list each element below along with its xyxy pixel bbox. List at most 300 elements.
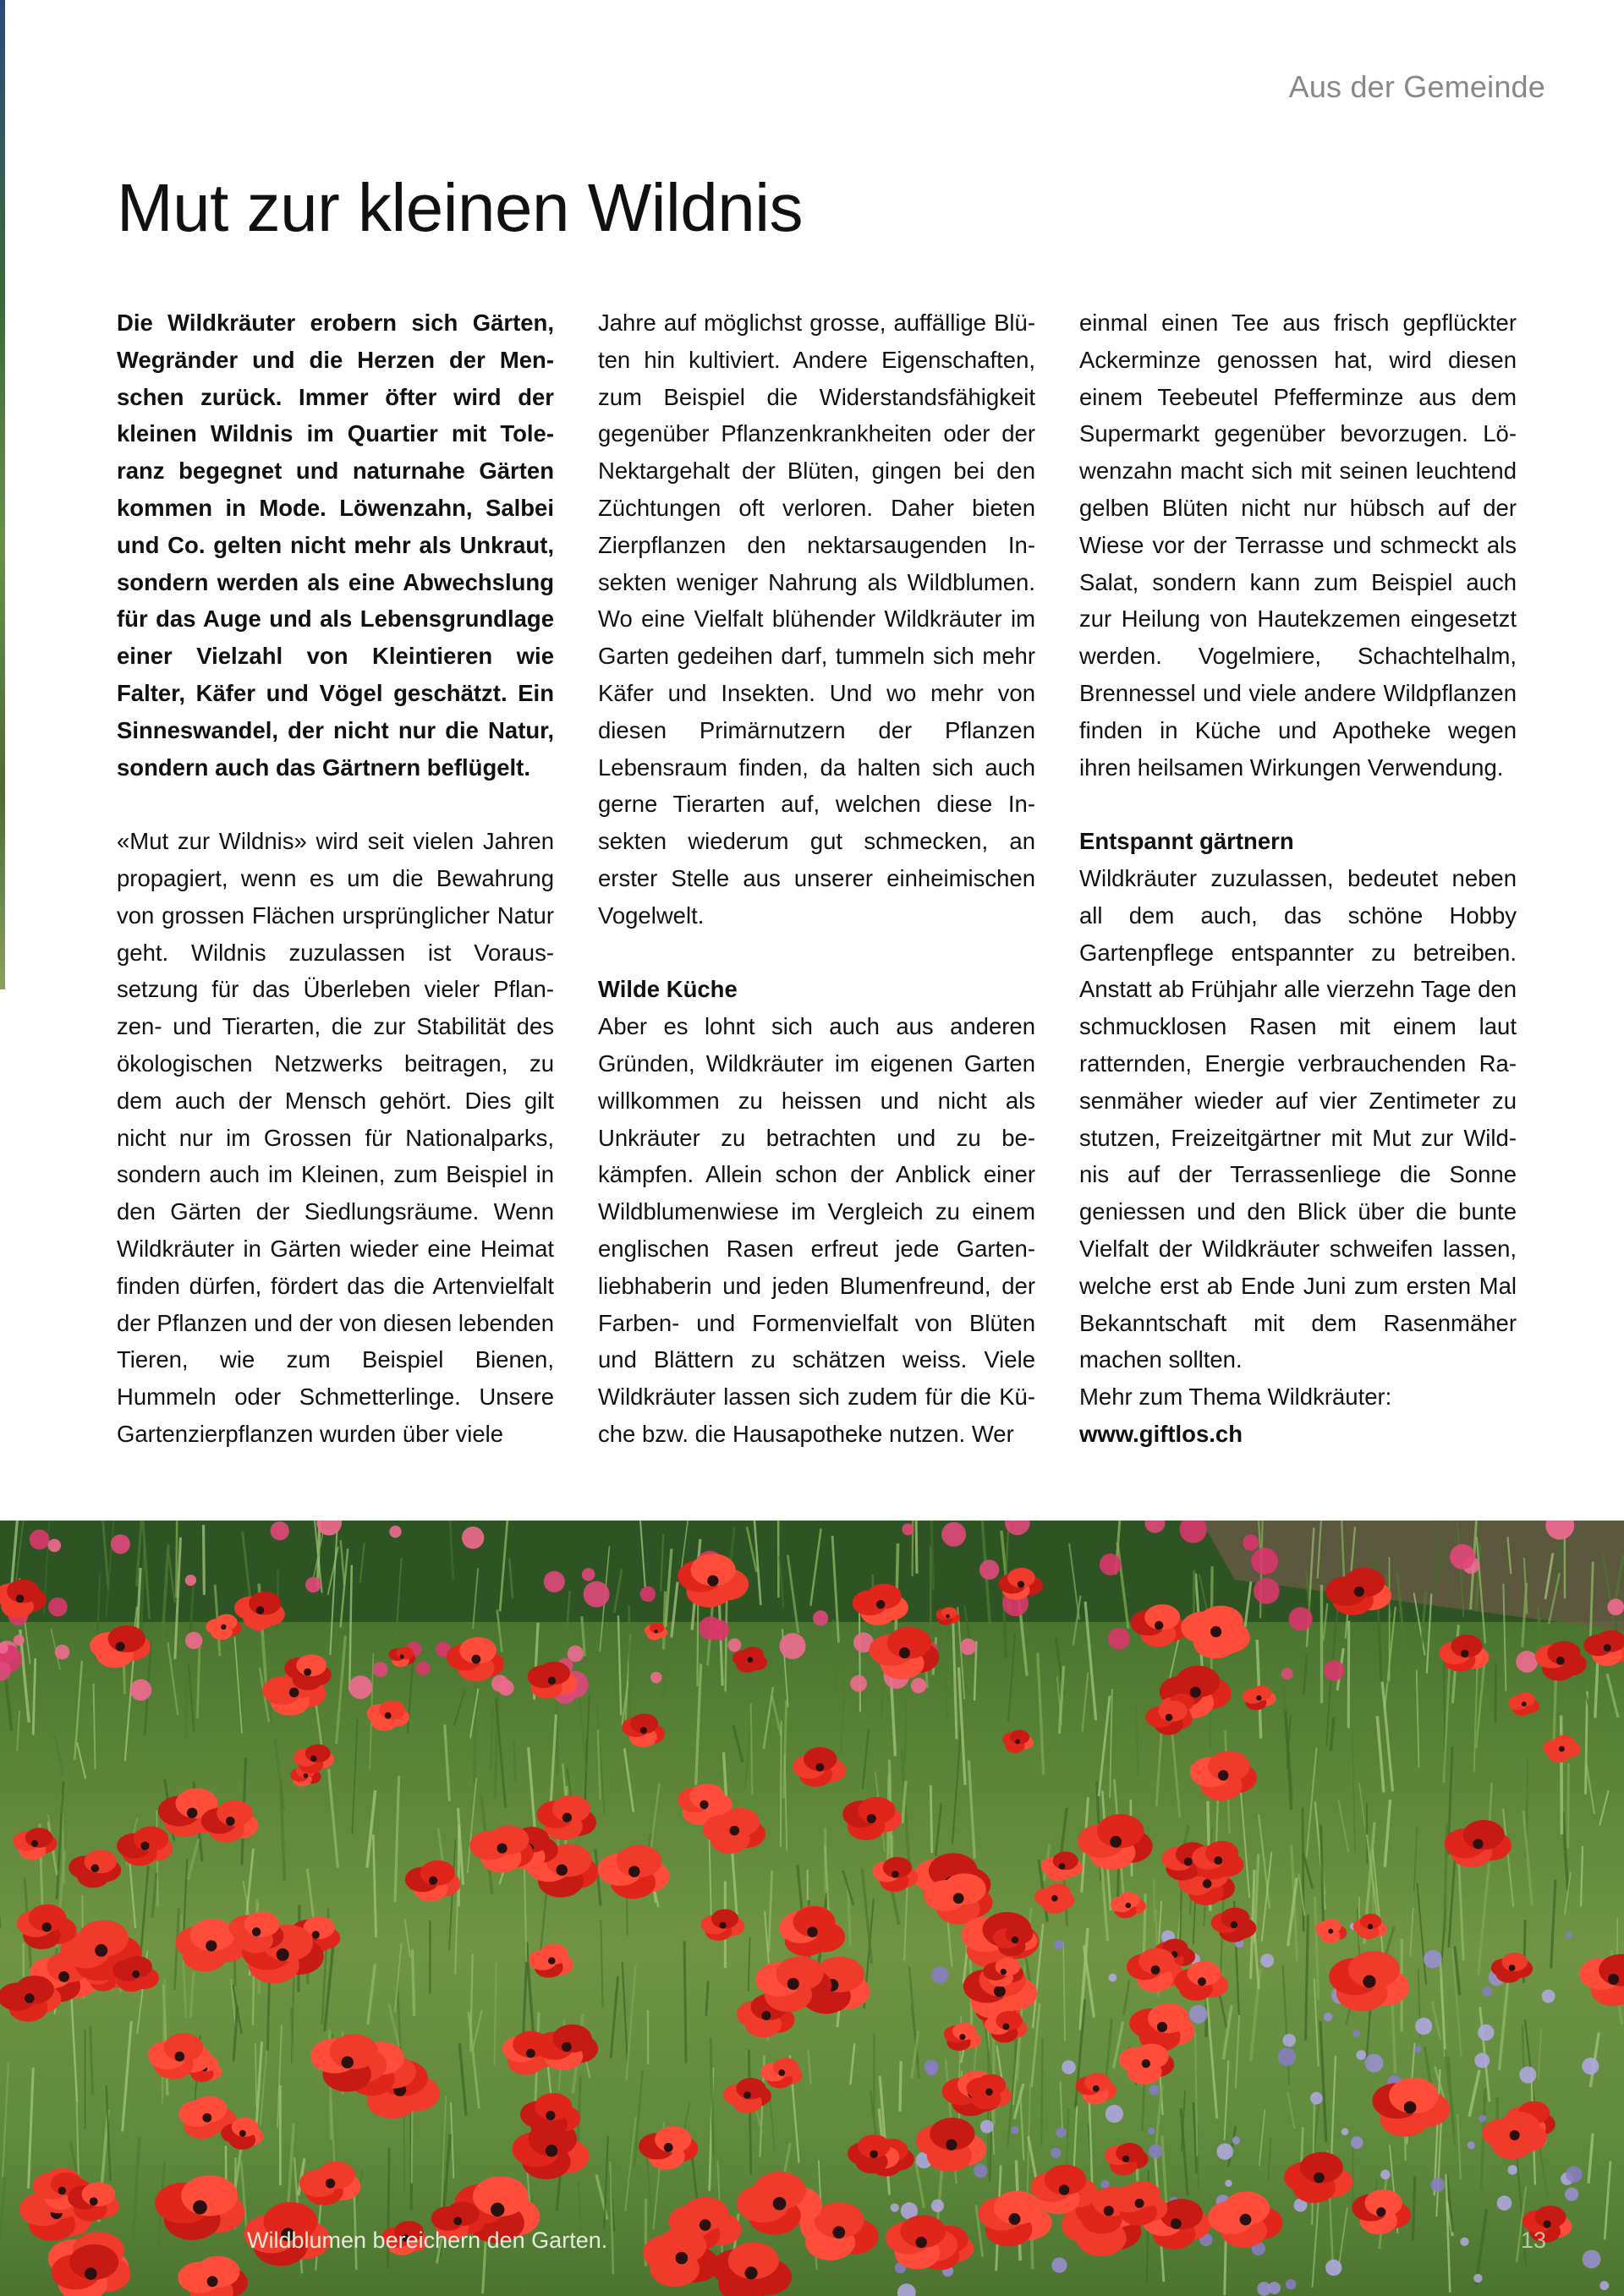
grass-blade — [1551, 1880, 1555, 1969]
borage-flower — [1062, 2060, 1076, 2074]
borage-flower — [1109, 1974, 1117, 1982]
grass-blade — [781, 1721, 782, 1847]
pink-flower — [48, 1539, 61, 1552]
grass-blade — [624, 1748, 634, 1811]
borage-flower — [1542, 1990, 1555, 2003]
pink-flower — [650, 1672, 662, 1684]
poppy-flower — [1543, 1735, 1580, 1762]
grass-blade — [769, 1871, 772, 1953]
pink-flower — [850, 1675, 867, 1692]
poppy-flower — [447, 1637, 504, 1682]
grass-blade — [576, 1653, 586, 1773]
grass-blade — [726, 1596, 727, 1691]
grass-blade — [892, 1889, 899, 1925]
pink-flower — [1243, 1535, 1259, 1551]
borage-flower — [1582, 2058, 1599, 2074]
borage-flower — [1356, 2050, 1366, 2060]
grass-blade — [1459, 1860, 1463, 1960]
poppy-flower — [1315, 1919, 1347, 1943]
borage-flower — [1011, 2126, 1018, 2134]
grass-blade — [1587, 1765, 1594, 1814]
poppy-flower — [1078, 1814, 1152, 1870]
poppy-flower — [529, 1943, 573, 1977]
grass-blade — [1523, 1811, 1532, 1905]
subheading: Wilde Küche — [598, 976, 738, 1003]
poppy-flower — [1119, 2044, 1174, 2085]
borage-flower — [1189, 2005, 1208, 2024]
pink-flower — [55, 1645, 70, 1660]
grass-blade — [1225, 2060, 1229, 2140]
borage-flower — [1216, 2143, 1233, 2160]
grass-blade — [808, 2049, 810, 2084]
grass-blade — [395, 1776, 399, 1902]
grass-blade — [1268, 2139, 1270, 2180]
body-paragraph: Jahre auf möglichst grosse, auffällige Blüten hin kultiviert. Andere Eigenschaften, zum Beispiel die Widerstandsfähigkeit gegenüber Pflanzenkrankheiten oder der Nektargehalt der Blüten, gingen bei den Züchtungen oft verloren. Daher bieten Zierpflanzen den nektarsaugenden Insekten weniger Nahrung als Wildblumen. Wo eine Vielfalt blühender Wildkräuter im Garten gedeihen darf, tummeln sich mehr Käfer und Insekten. Und wo mehr von diesen Primärnutzern der Pflanzen Lebensraum finden, da halten sich auch gerne Tierarten auf, welchen diese Insekten wiederum gut schmecken, an erster Stelle aus unserer einheimischen Vogelwelt. — [598, 310, 1035, 929]
poppy-flower — [1439, 1635, 1489, 1672]
poppy-flower — [1211, 1908, 1257, 1943]
article-body — [117, 304, 1517, 1459]
grass-blade — [1539, 2028, 1541, 2078]
pink-flower — [1281, 1668, 1293, 1680]
poppy-flower — [1129, 2003, 1194, 2052]
borage-flower — [1282, 2034, 1295, 2047]
grass-blade — [1060, 2081, 1062, 2130]
pink-flower — [14, 1635, 25, 1646]
pink-flower — [389, 1526, 401, 1537]
meadow-illustration — [0, 1521, 1624, 2296]
grass-blade — [1440, 1959, 1446, 2057]
borage-flower — [1324, 2013, 1332, 2021]
grass-blade — [389, 2004, 399, 2047]
grass-blade — [368, 1964, 376, 2025]
grass-blade — [1038, 1652, 1044, 1774]
poppy-flower — [112, 1956, 159, 1992]
grass-blade — [91, 2026, 93, 2095]
borage-flower — [1365, 2054, 1384, 2073]
article-title: Mut zur kleinen Wildnis — [117, 170, 803, 245]
grass-blade — [1041, 2039, 1042, 2146]
grass-blade — [1239, 1776, 1249, 1898]
borage-flower — [980, 2120, 994, 2134]
grass-blade — [188, 1839, 198, 1880]
borage-flower — [1566, 1932, 1572, 1938]
borage-flower — [1380, 2170, 1391, 2180]
grass-blade — [1607, 1674, 1618, 1718]
grass-blade — [601, 1921, 602, 2008]
pink-flower — [1100, 1553, 1122, 1575]
grass-blade — [733, 1725, 743, 1763]
poppy-flower — [1535, 1641, 1587, 1681]
grass-blade — [55, 1734, 63, 1775]
grass-blade — [629, 1605, 630, 1728]
grass-blade — [953, 1621, 957, 1739]
grass-blade — [1522, 2025, 1523, 2072]
poppy-flower — [1034, 1883, 1075, 1914]
grass-blade — [841, 1648, 847, 1755]
grass-blade — [1554, 1674, 1556, 1749]
borage-flower — [1054, 1940, 1063, 1949]
borage-flower — [1482, 1986, 1492, 1997]
poppy-flower — [1352, 2189, 1411, 2234]
grass-blade — [459, 2043, 466, 2116]
more-info-label: Mehr zum Thema Wildkräuter: — [1079, 1384, 1392, 1411]
borage-flower — [1257, 2282, 1271, 2296]
grass-blade — [1586, 1691, 1588, 1795]
grass-blade — [1413, 2177, 1414, 2241]
grass-blade — [186, 1671, 187, 1739]
pink-flower — [941, 1522, 966, 1547]
grass-blade — [935, 1803, 941, 1856]
body-paragraph: Wildkräuter zuzulassen, bedeutet neben all dem auch, das schöne Hobby Gartenpflege entspannter zu betreiben. Anstatt ab Frühjahr alle vierzehn Tage den schmucklosen Rasen mit einem laut ratternden, Energie verbrauchenden Rasenmäher wieder auf vier Zentimeter zu stutzen, Freizeitgärtner mit Mut zur Wildnis auf der Terrassenliege die Sonne geniessen und den Blick über die bunte Vielfalt der Wildkräuter schweifen lassen, welche erst ab Ende Juni zum ersten Mal Bekanntschaft mit dem Rasenmäher machen sollten. — [1079, 864, 1517, 1373]
left-edge-photo-strip — [0, 0, 5, 989]
grass-blade — [1287, 2092, 1294, 2129]
grass-blade — [785, 1754, 787, 1850]
pink-flower — [111, 1534, 130, 1553]
pink-flower — [305, 1577, 321, 1593]
pink-flower — [30, 1530, 50, 1550]
grass-blade — [1599, 1790, 1608, 1826]
borage-flower — [1148, 2128, 1155, 2134]
pink-flower — [373, 1662, 388, 1677]
grass-blade — [1331, 2056, 1336, 2161]
grass-blade — [204, 1525, 205, 1595]
poppy-flower — [388, 1647, 415, 1667]
pink-flower — [1108, 1628, 1130, 1650]
pink-flower — [1516, 1651, 1538, 1673]
grass-blade — [1216, 1800, 1218, 1846]
grass-blade — [77, 1742, 85, 1778]
grass-blade — [1312, 2197, 1319, 2288]
poppy-flower — [598, 1844, 670, 1899]
pink-flower — [1607, 1598, 1624, 1615]
grass-blade — [514, 1740, 516, 1781]
grass-blade — [1008, 1634, 1015, 1721]
grass-blade — [850, 2043, 854, 2085]
grass-blade — [1020, 2091, 1023, 2160]
grass-blade — [1479, 1863, 1490, 1975]
grass-blade — [329, 1769, 338, 1868]
grass-blade — [475, 1669, 476, 1784]
pink-flower — [1251, 1548, 1278, 1575]
pink-flower — [709, 1619, 729, 1640]
grass-blade — [1382, 1681, 1392, 1791]
grass-blade — [900, 2061, 901, 2112]
grass-blade — [1432, 2002, 1440, 2040]
grass-blade — [1417, 1669, 1419, 1767]
pink-flower — [1324, 1660, 1345, 1681]
borage-flower — [1106, 2105, 1123, 2123]
grass-blade — [255, 2044, 256, 2107]
poppy-flower — [1145, 1701, 1192, 1735]
pink-flower — [416, 1661, 431, 1675]
pink-flower — [1450, 1544, 1475, 1570]
pink-flower — [348, 1675, 372, 1699]
grass-blade — [454, 1690, 465, 1725]
grass-blade — [1314, 1896, 1318, 2000]
borage-flower — [1468, 2141, 1475, 2149]
grass-blade — [706, 1981, 708, 2016]
grass-blade — [611, 1976, 617, 2058]
grass-blade — [952, 1726, 961, 1844]
column-2 — [598, 304, 1035, 1459]
pink-flower — [902, 1523, 914, 1535]
grass-blade — [663, 1649, 668, 1696]
poppy-meadow-photo — [0, 1521, 1624, 2296]
grass-blade — [451, 2102, 453, 2178]
grass-blade — [988, 2051, 989, 2176]
grass-blade — [352, 1719, 357, 1834]
grass-blade — [770, 2099, 774, 2151]
grass-blade — [190, 1972, 194, 2018]
grass-blade — [189, 1664, 195, 1732]
grass-blade — [1367, 1804, 1368, 1865]
borage-flower — [1352, 2030, 1360, 2037]
pink-flower — [130, 1680, 151, 1701]
borage-flower — [1310, 2092, 1323, 2105]
pink-flower — [727, 1638, 741, 1652]
pink-flower — [813, 1610, 828, 1625]
poppy-flower — [1105, 2143, 1149, 2175]
poppy-flower — [1111, 1892, 1146, 1918]
borage-flower — [891, 2203, 899, 2211]
poppy-flower — [1445, 1820, 1512, 1867]
borage-flower — [1325, 2260, 1341, 2276]
grass-blade — [764, 1687, 773, 1749]
grass-blade — [1303, 1656, 1307, 1696]
grass-blade — [859, 1603, 860, 1712]
borage-flower — [1460, 2238, 1468, 2246]
poppy-flower — [1508, 1692, 1539, 1716]
grass-blade — [1136, 1702, 1138, 1777]
grass-blade — [1082, 1673, 1088, 1732]
photo-caption: Wildblumen bereichern den Garten. — [247, 2228, 608, 2253]
poppy-flower — [701, 1909, 745, 1940]
lead-paragraph: Die Wildkräuter erobern sich Gärten, Wegränder und die Herzen der Menschen zurück. Immer öfter wird der kleinen Wildnis im Quartier mit Toleranz begegnet und naturnahe Gärten kommen in Mode. Löwenzahn, Salbei und Co. gelten nicht mehr als Unkraut, sondern werden als eine Abwechslung für das Auge und als Lebensgrundlage einer Vielzahl von Kleintieren wie Falter, Käfer und Vögel geschätzt. Ein Sinneswandel, der nicht nur die Natur, sondern auch das Gärtnern beflügelt. — [117, 310, 554, 781]
borage-flower — [1149, 2145, 1163, 2159]
borage-flower — [1599, 2281, 1609, 2290]
poppy-flower — [117, 1827, 173, 1866]
grass-blade — [1254, 1931, 1259, 1989]
grass-blade — [1338, 1800, 1348, 1852]
grass-blade — [749, 1937, 750, 1992]
poppy-flower — [622, 1713, 665, 1747]
poppy-flower — [90, 1625, 151, 1668]
grass-blade — [94, 1684, 96, 1770]
grass-blade — [833, 1619, 837, 1691]
borage-flower — [1478, 2025, 1494, 2041]
borage-flower — [1583, 2249, 1601, 2268]
borage-flower — [1474, 2053, 1490, 2069]
grass-blade — [3, 2063, 8, 2178]
grass-blade — [184, 1859, 187, 1934]
borage-flower — [1278, 2047, 1297, 2066]
grass-blade — [491, 1705, 492, 1769]
grass-blade — [942, 1609, 947, 1718]
borage-flower — [1286, 2279, 1296, 2289]
poppy-flower — [842, 1797, 902, 1840]
grass-blade — [1581, 1846, 1583, 1907]
grass-blade — [1499, 1976, 1508, 2070]
pink-flower — [1254, 1578, 1280, 1604]
grass-blade — [627, 1892, 628, 1936]
page-number: 13 — [1520, 2228, 1546, 2253]
grass-blade — [1352, 1734, 1355, 1852]
grass-blade — [1262, 1852, 1272, 1942]
poppy-flower — [367, 1701, 409, 1731]
grass-blade — [1503, 1808, 1513, 1907]
section-label: Aus der Gemeinde — [1288, 69, 1545, 104]
poppy-flower — [1076, 2073, 1117, 2104]
grass-blade — [0, 1871, 1, 1927]
grass-blade — [626, 1965, 635, 2081]
pink-flower — [462, 1526, 484, 1548]
grass-blade — [33, 1658, 35, 1735]
pink-flower — [911, 1678, 926, 1693]
column-3 — [1079, 304, 1517, 1459]
grass-blade — [495, 1674, 498, 1799]
section-wilde-kueche — [598, 971, 1035, 1452]
poppy-flower — [1243, 1685, 1276, 1710]
grass-blade — [1123, 1981, 1129, 2015]
grass-blade — [1377, 1716, 1384, 1792]
grass-blade — [1110, 1689, 1112, 1798]
grass-blade — [337, 1636, 346, 1744]
borage-flower — [974, 2164, 987, 2178]
grass-blade — [1330, 1718, 1334, 1751]
grass-blade — [281, 1780, 285, 1882]
grass-blade — [623, 1962, 628, 2063]
pink-flower — [544, 1571, 565, 1592]
grass-blade — [1605, 2161, 1610, 2239]
grass-blade — [1032, 2003, 1040, 2087]
pink-flower — [582, 1568, 595, 1581]
grass-blade — [468, 1778, 476, 1872]
grass-blade — [123, 2021, 132, 2132]
borage-flower — [897, 2283, 916, 2296]
poppy-flower — [793, 1747, 846, 1787]
grass-blade — [1236, 2015, 1239, 2089]
grass-blade — [413, 1949, 414, 2016]
borage-flower — [1497, 2195, 1512, 2211]
grass-blade — [524, 1863, 526, 1962]
borage-flower — [1232, 2136, 1241, 2145]
borage-flower — [1225, 2180, 1232, 2187]
grass-blade — [1539, 2148, 1548, 2199]
poppy-flower — [1190, 1751, 1257, 1801]
grass-blade — [1392, 1995, 1396, 2074]
pink-flower — [491, 1675, 508, 1692]
grass-blade — [1326, 1678, 1330, 1746]
grass-blade — [1259, 1814, 1270, 1908]
grass-blade — [1410, 1908, 1413, 1956]
grass-blade — [1568, 1763, 1569, 1849]
pink-flower — [271, 1521, 289, 1540]
grass-blade — [133, 2137, 140, 2243]
grass-blade — [1457, 2114, 1461, 2179]
grass-blade — [862, 1869, 871, 1964]
poppy-flower — [178, 2256, 248, 2296]
borage-flower — [1341, 2128, 1349, 2135]
grass-blade — [197, 1644, 200, 1718]
pink-flower — [48, 1597, 68, 1617]
grass-blade — [1259, 2109, 1265, 2165]
grass-blade — [1414, 1827, 1418, 1892]
grass-blade — [1469, 2070, 1479, 2117]
grass-blade — [1283, 1964, 1290, 2085]
borage-flower — [1519, 2066, 1536, 2083]
more-info — [1079, 1378, 1517, 1453]
body-paragraph: einmal einen Tee aus frisch gepflückter Ackerminze genossen hat, wird diesen einem Teebeutel Pfefferminze aus dem Supermarkt gegenüber bevorzugen. Löwenzahn macht sich mit seinen leuchtend gelben Blüten nicht nur hübsch auf der Wiese vor der Terrasse und schmeckt als Salat, sondern kann zum Beispiel auch zur Heilung von Hautekzemen eingesetzt werden. Vogelmiere, Schachtelhalm, Brennessel und viele andere Wildpflanzen finden in Küche und Apotheke wegen ihren heilsamen Wirkungen Verwendung. — [1079, 310, 1517, 781]
borage-flower — [1479, 2115, 1486, 2123]
pink-flower — [185, 1632, 202, 1649]
poppy-flower — [760, 2058, 802, 2089]
grass-blade — [863, 1729, 869, 1789]
grass-blade — [1525, 2019, 1534, 2105]
borage-flower — [931, 2200, 944, 2212]
borage-flower — [1473, 2274, 1482, 2282]
grass-blade — [1029, 2136, 1037, 2184]
pink-flower — [185, 1575, 196, 1586]
grass-blade — [1385, 1800, 1390, 1866]
grass-blade — [1303, 1854, 1313, 1889]
poppy-flower — [944, 2023, 981, 2051]
grass-blade — [916, 1521, 917, 1574]
grass-blade — [684, 1941, 686, 2063]
borage-flower — [1056, 2128, 1066, 2138]
borage-flower — [1414, 2046, 1421, 2052]
pink-flower — [960, 1638, 976, 1654]
grass-blade — [0, 2178, 5, 2238]
body-paragraph: Aber es lohnt sich auch aus anderen Gründen, Wildkräuter im eigenen Garten willkommen zu heissen und nicht als Unkräuter zu betrachten und zu bekämpfen. Allein schon der Anblick einer Wildblumenwiese im Vergleich zu einem englischen Rasen erfreut jede Gartenliebhaberin und jeden Blumenfreund, der Farben- und Formenvielfalt von Blüten und Blättern zu schätzen weiss. Viele Wildkräuter lassen sich zudem für die Küche bzw. die Hausapotheke nutzen. Wer — [598, 1013, 1035, 1447]
borage-flower — [1508, 2165, 1517, 2174]
borage-flower — [1430, 2178, 1445, 2192]
grass-blade — [562, 1763, 566, 1800]
section-entspannt — [1079, 823, 1517, 1378]
grass-blade — [948, 1921, 952, 1967]
poppy-flower — [69, 1849, 121, 1888]
grass-blade — [1099, 1696, 1110, 1796]
column-1 — [117, 304, 554, 1459]
pink-flower — [780, 1633, 806, 1659]
website-link[interactable]: www.giftlos.ch — [1079, 1420, 1243, 1447]
poppy-flower — [872, 1857, 918, 1892]
poppy-flower — [1329, 1951, 1409, 2011]
pink-flower — [584, 1581, 610, 1608]
borage-flower — [1424, 1950, 1442, 1969]
grass-blade — [29, 2068, 34, 2189]
grass-blade — [17, 1710, 19, 1751]
poppy-flower — [711, 2243, 792, 2296]
grass-blade — [724, 1752, 727, 1800]
grass-blade — [445, 1724, 450, 1801]
grass-blade — [1063, 1942, 1065, 2041]
grass-blade — [1223, 2005, 1232, 2059]
grass-blade — [1029, 1627, 1030, 1671]
grass-blade — [246, 1849, 253, 1915]
borage-flower — [1415, 2018, 1432, 2035]
grass-blade — [968, 1761, 974, 1859]
poppy-flower — [155, 2175, 244, 2240]
pink-flower — [1289, 1607, 1313, 1630]
grass-blade — [1067, 2109, 1068, 2172]
grass-blade — [1495, 1664, 1496, 1723]
grass-blade — [495, 1960, 497, 2066]
borage-flower — [931, 1966, 948, 1983]
grass-blade — [1207, 1992, 1217, 2118]
borage-flower — [1149, 2085, 1159, 2095]
borage-flower — [926, 2064, 937, 2075]
poppy-flower — [1579, 1954, 1624, 2006]
